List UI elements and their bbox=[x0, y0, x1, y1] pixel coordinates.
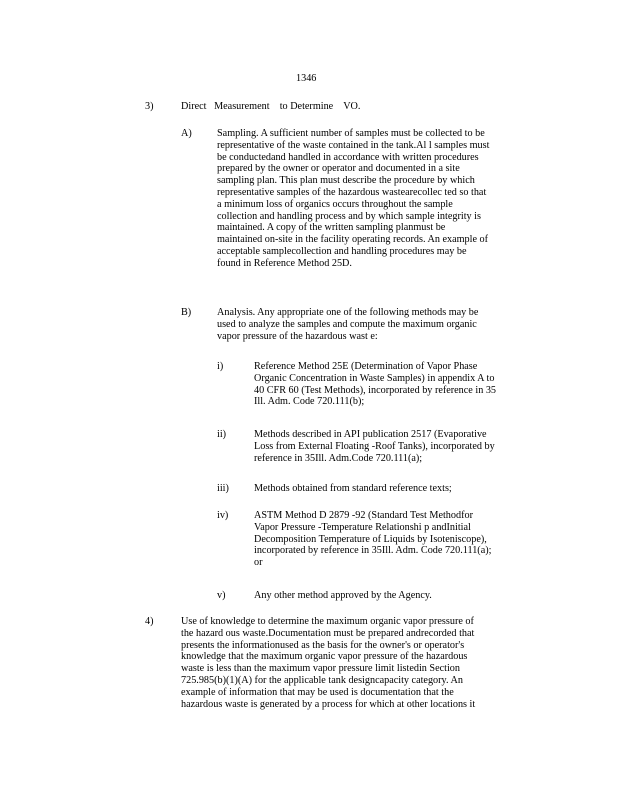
item-3b-v-text bbox=[254, 590, 540, 602]
item-3b-ii-text bbox=[254, 429, 540, 464]
text-line: Use of knowledge to determine the maximum organic vapor pressure of bbox=[181, 616, 474, 627]
page-number: 1346 bbox=[296, 73, 317, 84]
text-line: prepared by the owner or operator and documented in a site bbox=[217, 163, 460, 175]
text-line: Any other method approved by the Agency. bbox=[254, 590, 432, 601]
text-line: 40 CFR 60 (Test Methods), incorporated by reference in 35 bbox=[254, 384, 497, 396]
text-line: acceptable samplecollection and handling procedures may be bbox=[217, 245, 467, 257]
text-line: found in Reference Method 25D. bbox=[217, 257, 352, 269]
text-line: Ill. Adm. Code 720.111(b); bbox=[254, 396, 365, 408]
text-line: hazardous waste is generated by a process for which at other locations it bbox=[181, 698, 476, 710]
text-line: Loss from External Floating -Roof Tanks), incorporated by bbox=[254, 440, 495, 452]
text-line: maintained. A copy of the written sampling planmust be bbox=[217, 222, 446, 234]
item-3b-i-label: i) bbox=[217, 361, 224, 372]
text-line: representative of the waste contained in the tank.Al l samples must bbox=[217, 139, 490, 151]
text-line: collection and handling process and by which sample integrity is bbox=[217, 210, 481, 222]
item-3b-label: B) bbox=[181, 307, 192, 318]
text-line: knowledge that the maximum organic vapor pressure of the hazardous bbox=[181, 651, 468, 663]
item-4-text bbox=[181, 616, 531, 710]
text-line: reference in 35Ill. Adm.Code 720.111(a); bbox=[254, 452, 423, 464]
item-4-number: 4) bbox=[145, 616, 154, 627]
item-3a-text bbox=[217, 128, 539, 270]
item-3-number: 3) bbox=[145, 101, 154, 112]
text-line: Vapor Pressure -Temperature Relationshi p andInitial bbox=[254, 521, 471, 533]
text-line: Sampling. A sufficient number of samples must be collected to be bbox=[217, 128, 485, 139]
text-line: representative samples of the hazardous wastearecollec ted so that bbox=[217, 186, 487, 198]
text-line: Organic Concentration in Waste Samples) in appendix A to bbox=[254, 372, 495, 384]
text-line: example of information that may be used is documentation that the bbox=[181, 686, 454, 698]
item-3b-i-text bbox=[254, 361, 540, 408]
text-line: incorporated by reference in 35Ill. Adm. Code 720.111(a); bbox=[254, 545, 492, 557]
text-line: Methods obtained from standard reference texts; bbox=[254, 483, 452, 494]
text-line: 725.985(b)(1)(A) for the applicable tank designcapacity category. An bbox=[181, 674, 463, 686]
item-3-title: Direct Measurement to Determine VO. bbox=[181, 101, 361, 112]
text-line: presents the informationused as the basis for the owner's or operator's bbox=[181, 639, 465, 651]
text-line: the hazard ous waste.Documentation must be prepared andrecorded that bbox=[181, 627, 475, 639]
text-line: Reference Method 25E (Determination of Vapor Phase bbox=[254, 361, 478, 372]
text-line: maintained on-site in the facility operating records. An example of bbox=[217, 234, 489, 246]
item-3b-iii-text bbox=[254, 483, 540, 495]
text-line: or bbox=[254, 557, 263, 569]
item-3b-iv-text bbox=[254, 510, 540, 569]
text-line: used to analyze the samples and compute the maximum organic bbox=[217, 318, 477, 330]
text-line: vapor pressure of the hazardous wast e: bbox=[217, 330, 378, 342]
text-line: be conductedand handled in accordance with written procedures bbox=[217, 151, 479, 163]
item-3b-iv-label: iv) bbox=[217, 510, 229, 521]
item-3b-iii-label: iii) bbox=[217, 483, 229, 494]
text-line: a minimum loss of organics occurs throughout the sample bbox=[217, 198, 453, 210]
text-line: waste is less than the maximum vapor pressure limit listedin Section bbox=[181, 663, 460, 675]
text-line: Analysis. Any appropriate one of the following methods may be bbox=[217, 307, 479, 318]
item-3b-text bbox=[217, 307, 539, 342]
item-3b-v-label: v) bbox=[217, 590, 226, 601]
text-line: Methods described in API publication 2517 (Evaporative bbox=[254, 429, 487, 440]
item-3b-ii-label: ii) bbox=[217, 429, 227, 440]
text-line: sampling plan. This plan must describe the procedure by which bbox=[217, 175, 475, 187]
text-line: ASTM Method D 2879 -92 (Standard Test Methodfor bbox=[254, 510, 473, 521]
text-line: Decomposition Temperature of Liquids by Isoteniscope), bbox=[254, 533, 487, 545]
item-3a-label: A) bbox=[181, 128, 192, 139]
